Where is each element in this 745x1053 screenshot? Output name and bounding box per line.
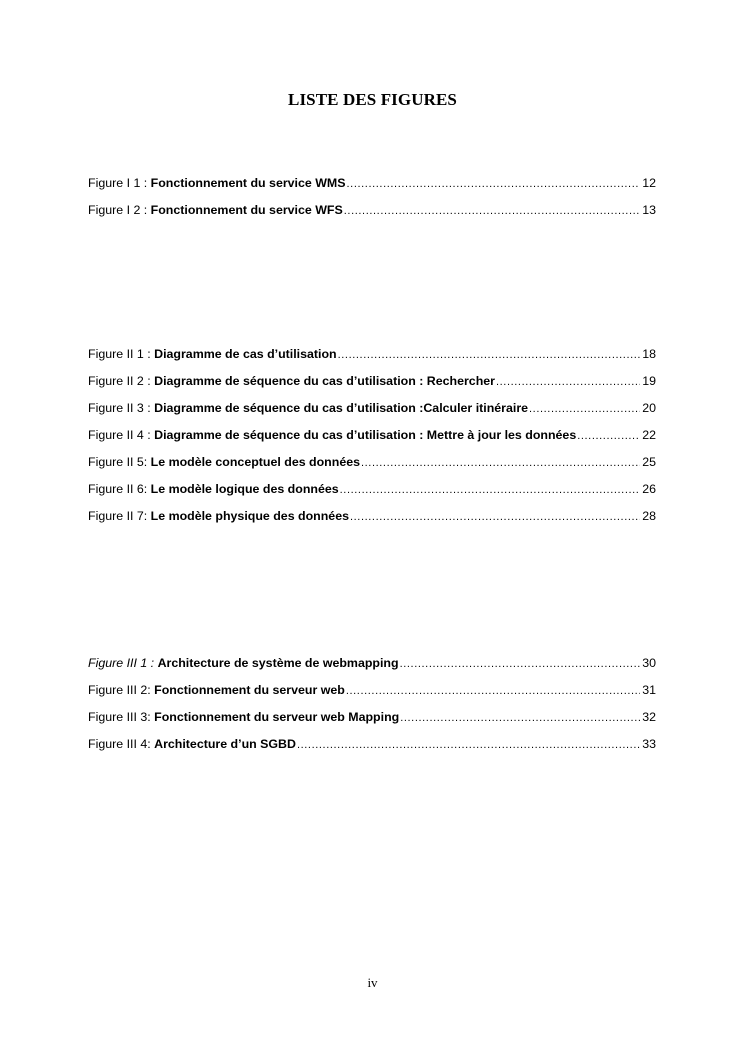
- toc-entry-label: [88, 172, 346, 194]
- figure-number: Figure II 2 :: [88, 374, 155, 388]
- toc-entry-label: [88, 397, 528, 419]
- dot-leader: [400, 653, 641, 675]
- figure-page-number: 25: [642, 455, 656, 469]
- toc-entry[interactable]: [88, 172, 656, 199]
- dot-leader: [297, 734, 640, 756]
- page-number: iv: [367, 975, 378, 990]
- toc-group-chapter-2: [88, 343, 656, 532]
- dot-leader: [340, 479, 641, 501]
- figure-title: Fonctionnement du serveur web Mapping: [154, 710, 400, 724]
- figure-number: Figure III 2:: [88, 683, 155, 697]
- figure-page-number: 13: [642, 203, 656, 217]
- toc-entry-label: [88, 505, 349, 527]
- figure-title: Architecture de système de webmapping: [157, 656, 399, 670]
- toc-entry-label: [88, 478, 339, 500]
- figure-title: Fonctionnement du service WMS: [150, 176, 346, 190]
- figure-page-number: 28: [642, 509, 656, 523]
- toc-entry[interactable]: [88, 505, 656, 532]
- dot-leader: [496, 371, 640, 393]
- figure-number: Figure II 6:: [88, 482, 151, 496]
- figure-title: Diagramme de cas d’utilisation: [154, 347, 337, 361]
- toc-entry[interactable]: [88, 652, 656, 679]
- toc-entry[interactable]: [88, 370, 656, 397]
- dot-leader: [346, 680, 640, 702]
- toc-group-chapter-3: [88, 652, 656, 760]
- toc-entry[interactable]: [88, 679, 656, 706]
- figure-title: Diagramme de séquence du cas d’utilisation : Mettre à jour les données: [154, 428, 577, 442]
- toc-entry[interactable]: [88, 733, 656, 760]
- figure-title: Fonctionnement du serveur web: [154, 683, 345, 697]
- figure-title: Le modèle logique des données: [150, 482, 339, 496]
- figure-title: Fonctionnement du service WFS: [150, 203, 343, 217]
- figure-number: Figure III 3:: [88, 710, 155, 724]
- figure-number: Figure II 7:: [88, 509, 151, 523]
- figure-number: Figure III 1 :: [88, 656, 158, 670]
- dot-leader: [361, 452, 640, 474]
- toc-entry[interactable]: [88, 397, 656, 424]
- figure-page-number: 22: [642, 428, 656, 442]
- figure-page-number: 26: [642, 482, 656, 496]
- toc-group-chapter-1: [88, 172, 656, 226]
- toc-entry[interactable]: [88, 706, 656, 733]
- figure-title: Le modèle physique des données: [150, 509, 349, 523]
- figure-number: Figure II 4 :: [88, 428, 155, 442]
- figure-page-number: 31: [642, 683, 656, 697]
- figure-number: Figure III 4:: [88, 737, 155, 751]
- dot-leader: [350, 506, 640, 528]
- figure-number: Figure II 3 :: [88, 401, 155, 415]
- toc-entry-label: [88, 370, 495, 392]
- toc-entry[interactable]: [88, 343, 656, 370]
- figure-page-number: 19: [642, 374, 656, 388]
- page-title: LISTE DES FIGURES: [288, 90, 457, 109]
- figure-number: Figure I 2 :: [88, 203, 151, 217]
- figure-page-number: 33: [642, 737, 656, 751]
- toc-entry-label: [88, 343, 337, 365]
- toc-entry[interactable]: [88, 199, 656, 226]
- dot-leader: [347, 173, 641, 195]
- dot-leader: [344, 200, 640, 222]
- toc-entry[interactable]: [88, 478, 656, 505]
- toc-entry-label: [88, 451, 360, 473]
- figure-number: Figure II 1 :: [88, 347, 155, 361]
- toc-entry[interactable]: [88, 424, 656, 451]
- figure-title: Diagramme de séquence du cas d’utilisation : Rechercher: [154, 374, 495, 388]
- toc-entry-label: [88, 706, 399, 728]
- figure-page-number: 18: [642, 347, 656, 361]
- dot-leader: [338, 344, 641, 366]
- figure-title: Le modèle conceptuel des données: [150, 455, 360, 469]
- dot-leader: [400, 707, 640, 729]
- toc-entry-label: [88, 424, 576, 446]
- figure-title: Diagramme de séquence du cas d’utilisation :Calculer itinéraire: [154, 401, 529, 415]
- dot-leader: [529, 398, 640, 420]
- dot-leader: [577, 425, 640, 447]
- figure-number: Figure II 5:: [88, 455, 151, 469]
- figure-number: Figure I 1 :: [88, 176, 151, 190]
- figure-page-number: 32: [642, 710, 656, 724]
- figure-page-number: 30: [642, 656, 656, 670]
- figure-page-number: 12: [642, 176, 656, 190]
- toc-entry-label: [88, 199, 343, 221]
- toc-entry-label: [88, 679, 345, 701]
- figure-page-number: 20: [642, 401, 656, 415]
- figure-title: Architecture d’un SGBD: [154, 737, 296, 751]
- toc-entry[interactable]: [88, 451, 656, 478]
- toc-entry-label: [88, 652, 399, 674]
- toc-entry-label: [88, 733, 296, 755]
